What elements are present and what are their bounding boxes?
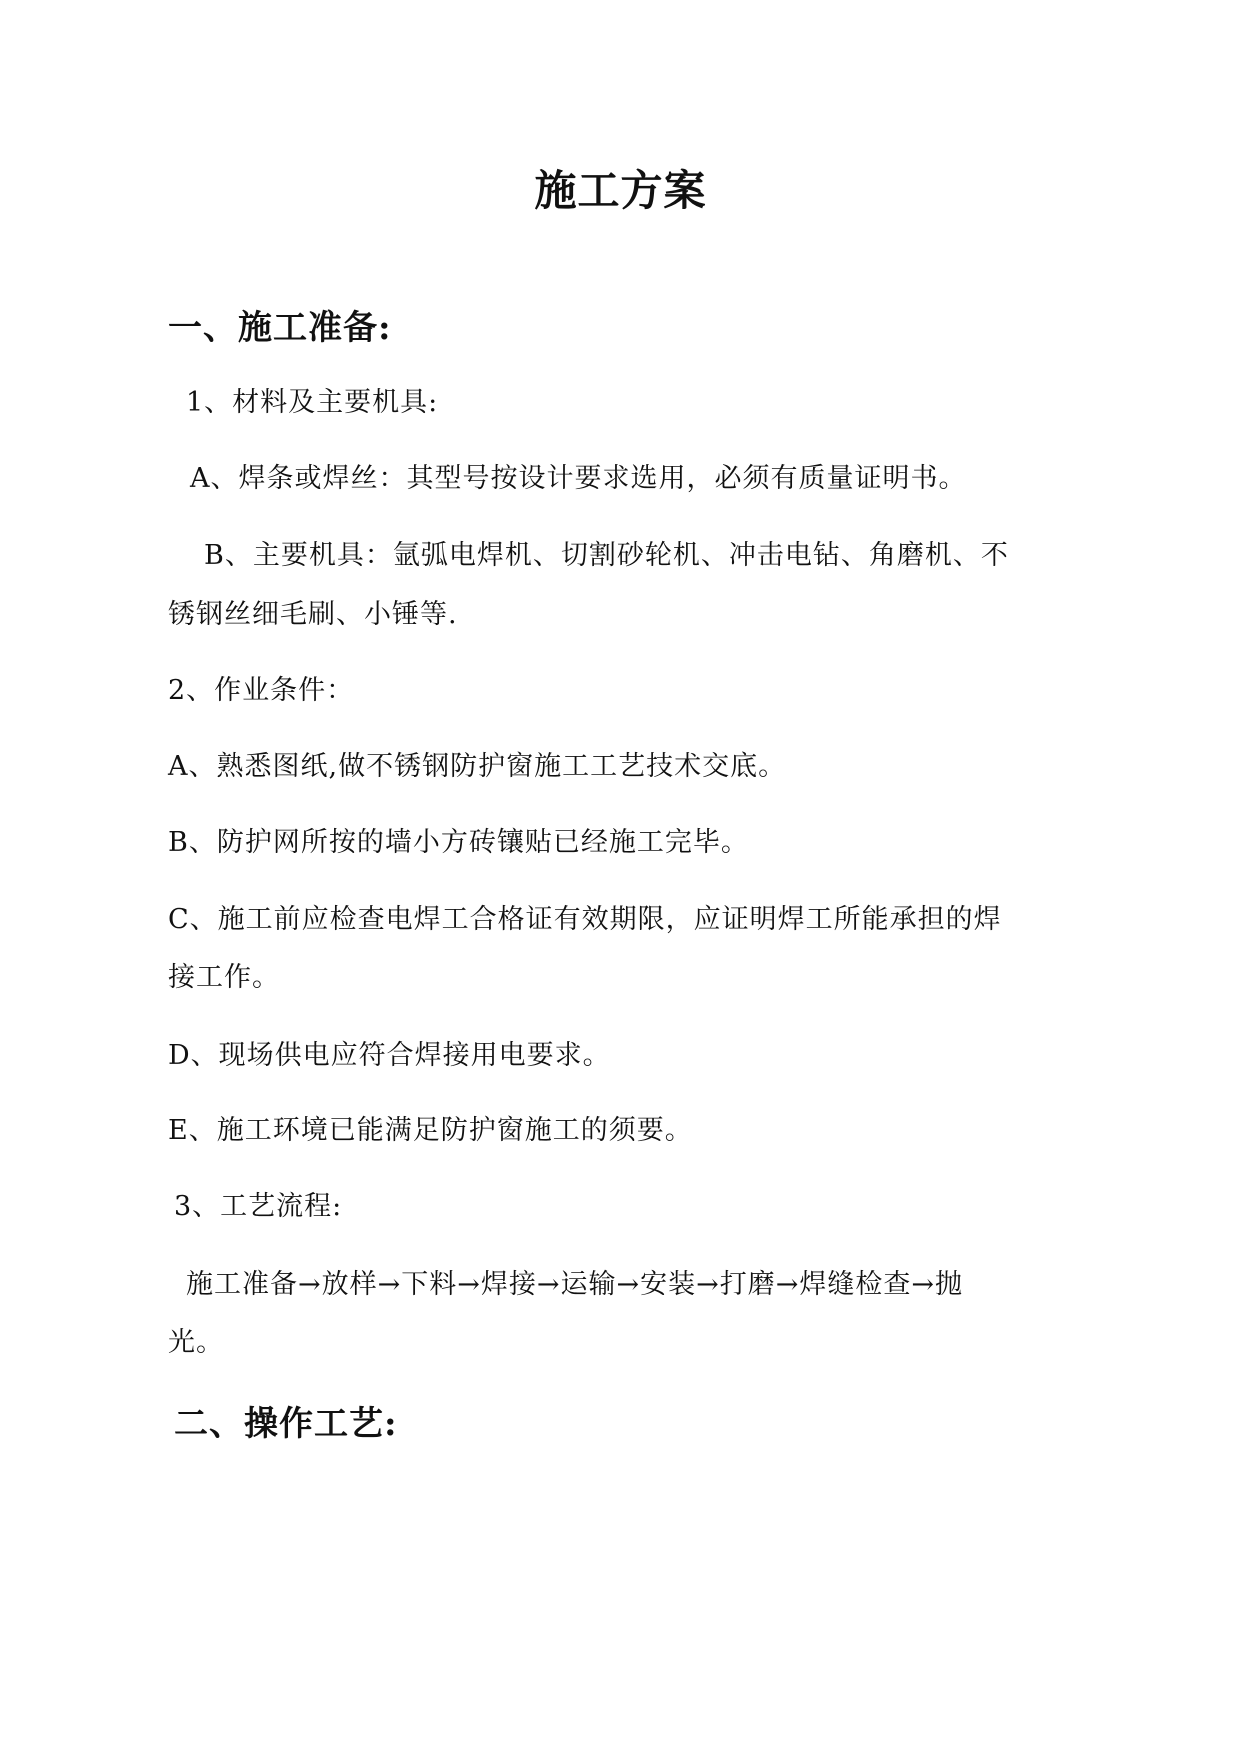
document-title: 施工方案 (534, 166, 707, 215)
item2-d: D、现场供电应符合焊接用电要求。 (168, 1040, 611, 1071)
item1-a: A、焊条或焊丝：其型号按设计要求选用，必须有质量证明书。 (190, 463, 967, 494)
item3-heading: 3、工艺流程: (174, 1191, 343, 1222)
item2-b: B、防护网所按的墙小方砖镶贴已经施工完毕。 (168, 827, 749, 858)
item2-c-line1: C、施工前应检查电焊工合格证有效期限，应证明焊工所能承担的焊 (168, 904, 1002, 935)
item2-heading: 2、作业条件： (168, 675, 355, 706)
item2-a: A、熟悉图纸,做不锈钢防护窗施工工艺技术交底。 (168, 751, 787, 782)
item3-flow-line1: 施工准备→放样→下料→焊接→运输→安装→打磨→焊缝检查→抛 (186, 1269, 963, 1300)
item3-flow-line2: 光。 (168, 1327, 224, 1358)
item1-b-line2: 锈钢丝细毛刷、小锤等. (168, 599, 458, 630)
item2-c-line2: 接工作。 (168, 962, 280, 993)
item1-heading: 1、材料及主要机具: (186, 387, 439, 418)
item2-e: E、施工环境已能满足防护窗施工的须要。 (168, 1115, 693, 1146)
item1-b-line1: B、主要机具：氩弧电焊机、切割砂轮机、冲击电钻、角磨机、不 (204, 540, 1009, 571)
section-heading-operation: 二、操作工艺: (174, 1404, 398, 1444)
section-heading-preparation: 一、施工准备: (168, 308, 392, 348)
